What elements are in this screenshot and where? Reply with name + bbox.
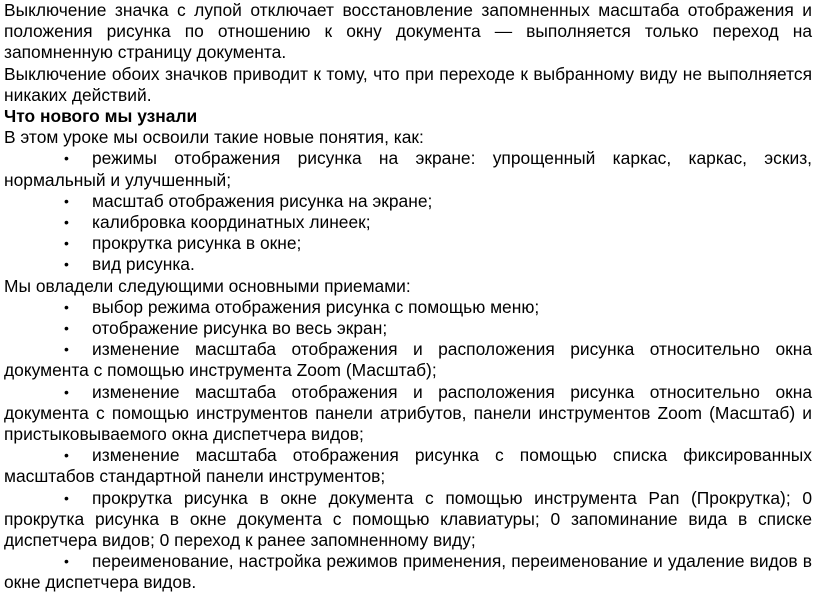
list-item — [4, 488, 812, 552]
bullet-icon: • — [64, 150, 69, 167]
list-item-text: изменение масштаба отображения рисунка с помощью списка фиксированных масштабов стандартной панели инструментов; — [4, 445, 812, 487]
list-item — [4, 382, 812, 446]
bullet-icon: • — [64, 298, 69, 315]
list-item-text: прокрутка рисунка в окне документа с помощью инструмента Pan (Прокрутка); 0 прокрутка рисунка в окне документа с помощью клавиатуры; 0 запоминание вида в списке диспетчера видов; 0 переход к ранее запомненному виду; — [4, 487, 812, 551]
bullet-icon: • — [64, 341, 69, 358]
list-item — [4, 339, 812, 381]
paragraph-both-toggles: Выключение обоих значков приводит к тому, что при переходе к выбранному виду не выполняется никаких действий. — [4, 63, 812, 105]
skills-list — [4, 297, 812, 594]
list-item-text: прокрутка рисунка в окне; — [92, 233, 302, 254]
list-item-text: масштаб отображения рисунка на экране; — [92, 190, 433, 211]
bullet-icon: • — [64, 447, 69, 464]
list-item-text: режимы отображения рисунка на экране: упрощенный каркас, каркас, эскиз, нормальный и улучшенный; — [4, 148, 812, 190]
bullet-icon: • — [64, 320, 69, 337]
bullet-icon: • — [64, 489, 69, 506]
concepts-list — [4, 148, 812, 275]
concepts-intro: В этом уроке мы освоили такие новые понятия, как: — [4, 127, 424, 148]
list-item — [4, 233, 812, 254]
bullet-icon: • — [64, 256, 69, 273]
skills-intro: Мы овладели следующими основными приемами: — [4, 275, 411, 296]
list-item — [4, 297, 812, 318]
list-item — [4, 191, 812, 212]
list-item-text: изменение масштаба отображения и расположения рисунка относительно окна документа с помощью инструмента Zoom (Масштаб); — [4, 339, 812, 381]
list-item — [4, 212, 812, 233]
list-item-text: переименование, настройка режимов применения, переименование и удаление видов в окне диспетчера видов. — [4, 551, 812, 593]
list-item-text: вид рисунка. — [92, 254, 195, 275]
bullet-icon: • — [64, 383, 69, 400]
list-item — [4, 254, 812, 275]
paragraph-magnifier-toggle: Выключение значка с лупой отключает восстановление запомненных масштаба отображения и положения рисунка по отношению к окну документа — выполняется только переход на запомненную страницу документа. — [4, 0, 812, 63]
list-item-text: изменение масштаба отображения и расположения рисунка относительно окна документа с помощью инструментов панели атрибутов, панели инструментов Zoom (Масштаб) и пристыковываемого окна диспетчера видов; — [4, 381, 812, 445]
list-item — [4, 551, 812, 593]
bullet-icon: • — [64, 214, 69, 231]
list-item — [4, 148, 812, 190]
list-item-text: выбор режима отображения рисунка с помощью меню; — [92, 296, 540, 317]
bullet-icon: • — [64, 192, 69, 209]
bullet-icon: • — [64, 553, 69, 570]
bullet-icon: • — [64, 235, 69, 252]
section-heading: Что нового мы узнали — [4, 106, 198, 127]
list-item-text: отображение рисунка во весь экран; — [92, 318, 388, 339]
list-item — [4, 318, 812, 339]
list-item — [4, 445, 812, 487]
list-item-text: калибровка координатных линеек; — [92, 212, 371, 233]
